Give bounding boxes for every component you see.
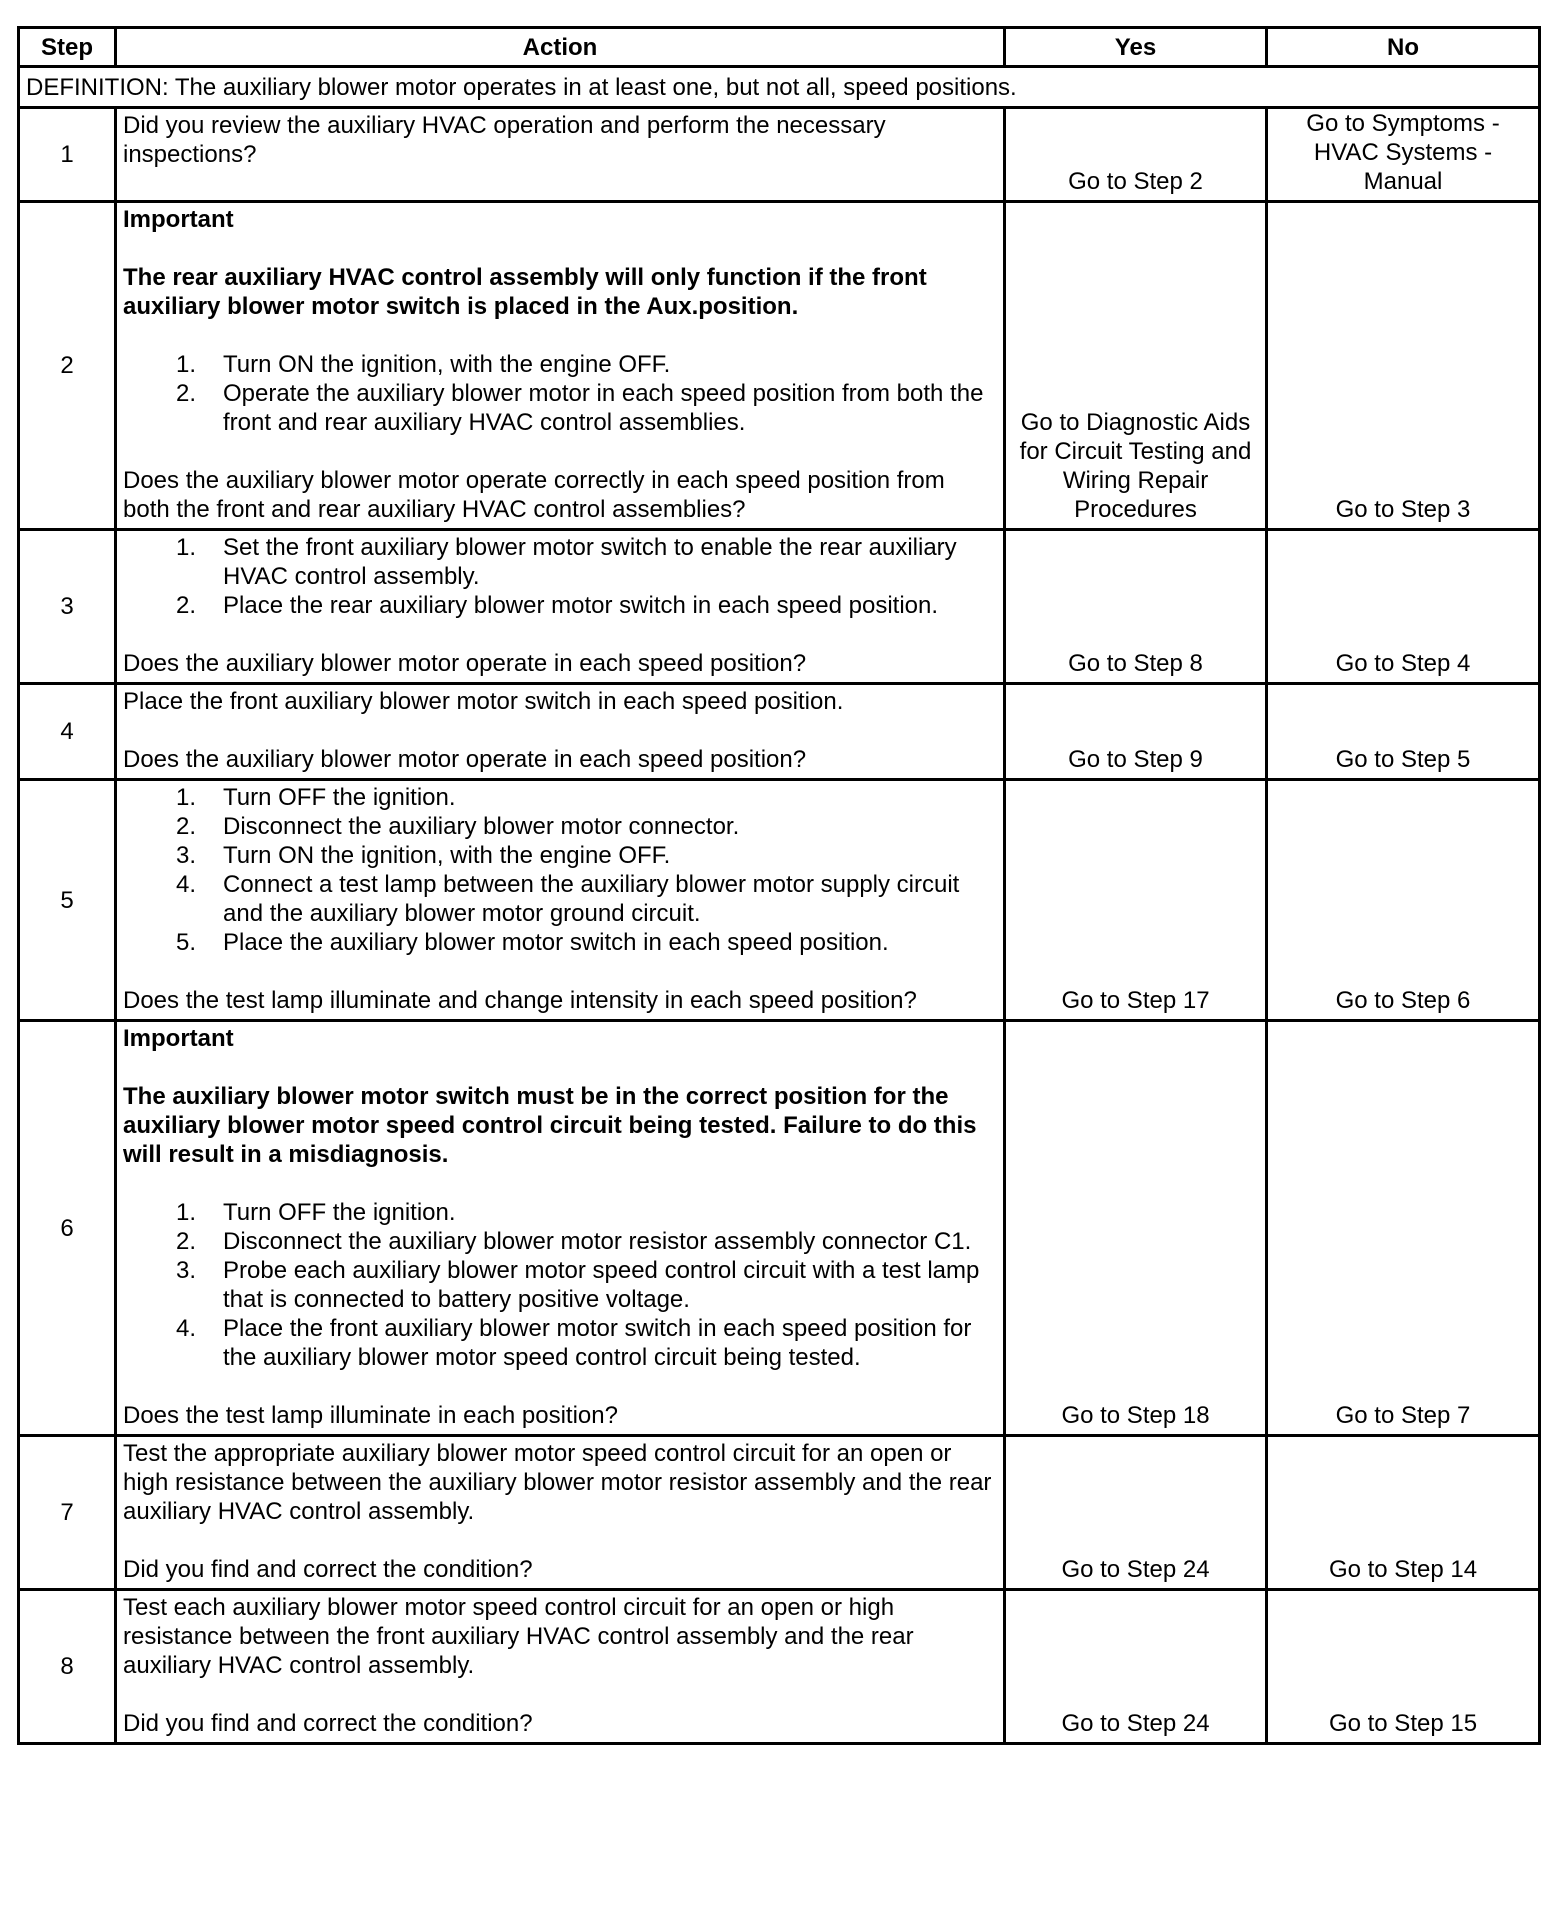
procedure-item-number: 4.: [175, 1315, 196, 1342]
diagnostic-table: [17, 26, 1541, 1745]
step-action: [116, 108, 1005, 202]
step-number: 7: [19, 1436, 116, 1590]
procedure-item-text: Turn OFF the ignition.: [223, 784, 456, 811]
procedure-item-number: 4.: [175, 871, 196, 898]
no-result: Go to Step 7: [1267, 1021, 1540, 1436]
no-result: Go to Step 6: [1267, 780, 1540, 1021]
procedure-item: [123, 841, 997, 870]
yes-result: Go to Step 17: [1005, 780, 1267, 1021]
header-yes: Yes: [1005, 28, 1267, 67]
no-result: Go to Step 3: [1267, 202, 1540, 530]
step-row: [19, 1021, 1540, 1436]
procedure-list: [123, 533, 997, 620]
action-intro: Place the front auxiliary blower motor switch in each speed position.: [123, 688, 844, 715]
step-action: [116, 202, 1005, 530]
action-question: Does the test lamp illuminate and change intensity in each speed position?: [123, 987, 917, 1014]
procedure-item: [123, 783, 997, 812]
procedure-item-number: 1.: [175, 1199, 196, 1226]
procedure-item-number: 2.: [175, 592, 196, 619]
step-number: 2: [19, 202, 116, 530]
yes-result: Go to Step 2: [1005, 108, 1267, 202]
step-number: 5: [19, 780, 116, 1021]
header-step: Step: [19, 28, 116, 67]
procedure-item-text: Operate the auxiliary blower motor in each speed position from both the front and rear auxiliary HVAC control assemblies.: [223, 380, 984, 436]
step-action: [116, 1436, 1005, 1590]
procedure-item: [123, 870, 997, 928]
procedure-item-number: 5.: [175, 929, 196, 956]
action-intro: Did you review the auxiliary HVAC operation and perform the necessary inspections?: [123, 112, 886, 168]
procedure-item: [123, 1256, 997, 1314]
procedure-item-number: 1.: [175, 784, 196, 811]
action-question: Did you find and correct the condition?: [123, 1710, 533, 1737]
procedure-item-number: 2.: [175, 380, 196, 407]
step-action: [116, 780, 1005, 1021]
procedure-item-number: 2.: [175, 1228, 196, 1255]
procedure-item-text: Turn ON the ignition, with the engine OFF.: [223, 842, 671, 869]
procedure-item: [123, 812, 997, 841]
procedure-item-number: 1.: [175, 534, 196, 561]
procedure-item: [123, 928, 997, 957]
action-question: Did you find and correct the condition?: [123, 1556, 533, 1583]
action-question: Does the auxiliary blower motor operate in each speed position?: [123, 650, 807, 677]
step-row: [19, 108, 1540, 202]
step-action: [116, 1590, 1005, 1744]
procedure-item-text: Probe each auxiliary blower motor speed control circuit with a test lamp that is connected to battery positive voltage.: [223, 1257, 980, 1313]
procedure-item-text: Place the front auxiliary blower motor switch in each speed position for the auxiliary blower motor speed control circuit being tested.: [223, 1315, 972, 1371]
procedure-item: [123, 1227, 997, 1256]
procedure-item-number: 3.: [175, 842, 196, 869]
yes-result: Go to Step 24: [1005, 1436, 1267, 1590]
step-number: 3: [19, 530, 116, 684]
step-row: [19, 1436, 1540, 1590]
no-result: Go to Step 14: [1267, 1436, 1540, 1590]
procedure-item: [123, 533, 997, 591]
procedure-item-number: 3.: [175, 1257, 196, 1284]
procedure-item: [123, 591, 997, 620]
procedure-item: [123, 1198, 997, 1227]
procedure-list: [123, 350, 997, 437]
yes-result: Go to Step 9: [1005, 684, 1267, 780]
no-result: Go to Step 5: [1267, 684, 1540, 780]
procedure-item-text: Disconnect the auxiliary blower motor resistor assembly connector C1.: [223, 1228, 972, 1255]
procedure-item-text: Disconnect the auxiliary blower motor connector.: [223, 813, 740, 840]
step-number: 6: [19, 1021, 116, 1436]
step-row: [19, 202, 1540, 530]
action-question: Does the auxiliary blower motor operate in each speed position?: [123, 746, 807, 773]
no-result: Go to Symptoms - HVAC Systems - Manual: [1267, 108, 1540, 202]
no-result: Go to Step 15: [1267, 1590, 1540, 1744]
important-label: Important: [123, 1025, 234, 1052]
header-no: No: [1267, 28, 1540, 67]
no-result: Go to Step 4: [1267, 530, 1540, 684]
step-number: 8: [19, 1590, 116, 1744]
step-row: [19, 1590, 1540, 1744]
procedure-item-text: Turn ON the ignition, with the engine OFF.: [223, 351, 671, 378]
procedure-item-number: 1.: [175, 351, 196, 378]
action-question: Does the auxiliary blower motor operate correctly in each speed position from both the front and rear auxiliary HVAC control assemblies?: [123, 467, 945, 523]
procedure-item: [123, 350, 997, 379]
step-row: [19, 684, 1540, 780]
step-action: [116, 530, 1005, 684]
procedure-item: [123, 379, 997, 437]
important-text: The rear auxiliary HVAC control assembly will only function if the front auxiliary blower motor switch is placed in the Aux.position.: [123, 264, 927, 320]
header-row: [19, 28, 1540, 67]
definition-row: [19, 67, 1540, 108]
action-question: Does the test lamp illuminate in each position?: [123, 1402, 618, 1429]
step-number: 4: [19, 684, 116, 780]
step-action: [116, 684, 1005, 780]
yes-result: Go to Diagnostic Aids for Circuit Testing and Wiring Repair Procedures: [1005, 202, 1267, 530]
procedure-item-text: Connect a test lamp between the auxiliary blower motor supply circuit and the auxiliary blower motor ground circuit.: [223, 871, 960, 927]
procedure-item: [123, 1314, 997, 1372]
procedure-list: [123, 783, 997, 957]
diagnostic-table-container: [17, 26, 1538, 1745]
action-intro: Test each auxiliary blower motor speed control circuit for an open or high resistance between the front auxiliary HVAC control assembly and the rear auxiliary HVAC control assembly.: [123, 1594, 914, 1679]
procedure-item-text: Set the front auxiliary blower motor switch to enable the rear auxiliary HVAC control assembly.: [223, 534, 957, 590]
step-row: [19, 530, 1540, 684]
important-text: The auxiliary blower motor switch must be in the correct position for the auxiliary blower motor speed control circuit being tested. Failure to do this will result in a misdiagnosis.: [123, 1083, 977, 1168]
procedure-item-number: 2.: [175, 813, 196, 840]
procedure-item-text: Turn OFF the ignition.: [223, 1199, 456, 1226]
yes-result: Go to Step 18: [1005, 1021, 1267, 1436]
yes-result: Go to Step 24: [1005, 1590, 1267, 1744]
yes-result: Go to Step 8: [1005, 530, 1267, 684]
header-action: Action: [116, 28, 1005, 67]
definition-text: DEFINITION: The auxiliary blower motor operates in at least one, but not all, speed positions.: [19, 67, 1540, 108]
procedure-item-text: Place the auxiliary blower motor switch in each speed position.: [223, 929, 889, 956]
step-row: [19, 780, 1540, 1021]
action-intro: Test the appropriate auxiliary blower motor speed control circuit for an open or high resistance between the auxiliary blower motor resistor assembly and the rear auxiliary HVAC control assembly.: [123, 1440, 992, 1525]
step-action: [116, 1021, 1005, 1436]
important-label: Important: [123, 206, 234, 233]
procedure-list: [123, 1198, 997, 1372]
procedure-item-text: Place the rear auxiliary blower motor switch in each speed position.: [223, 592, 939, 619]
step-number: 1: [19, 108, 116, 202]
